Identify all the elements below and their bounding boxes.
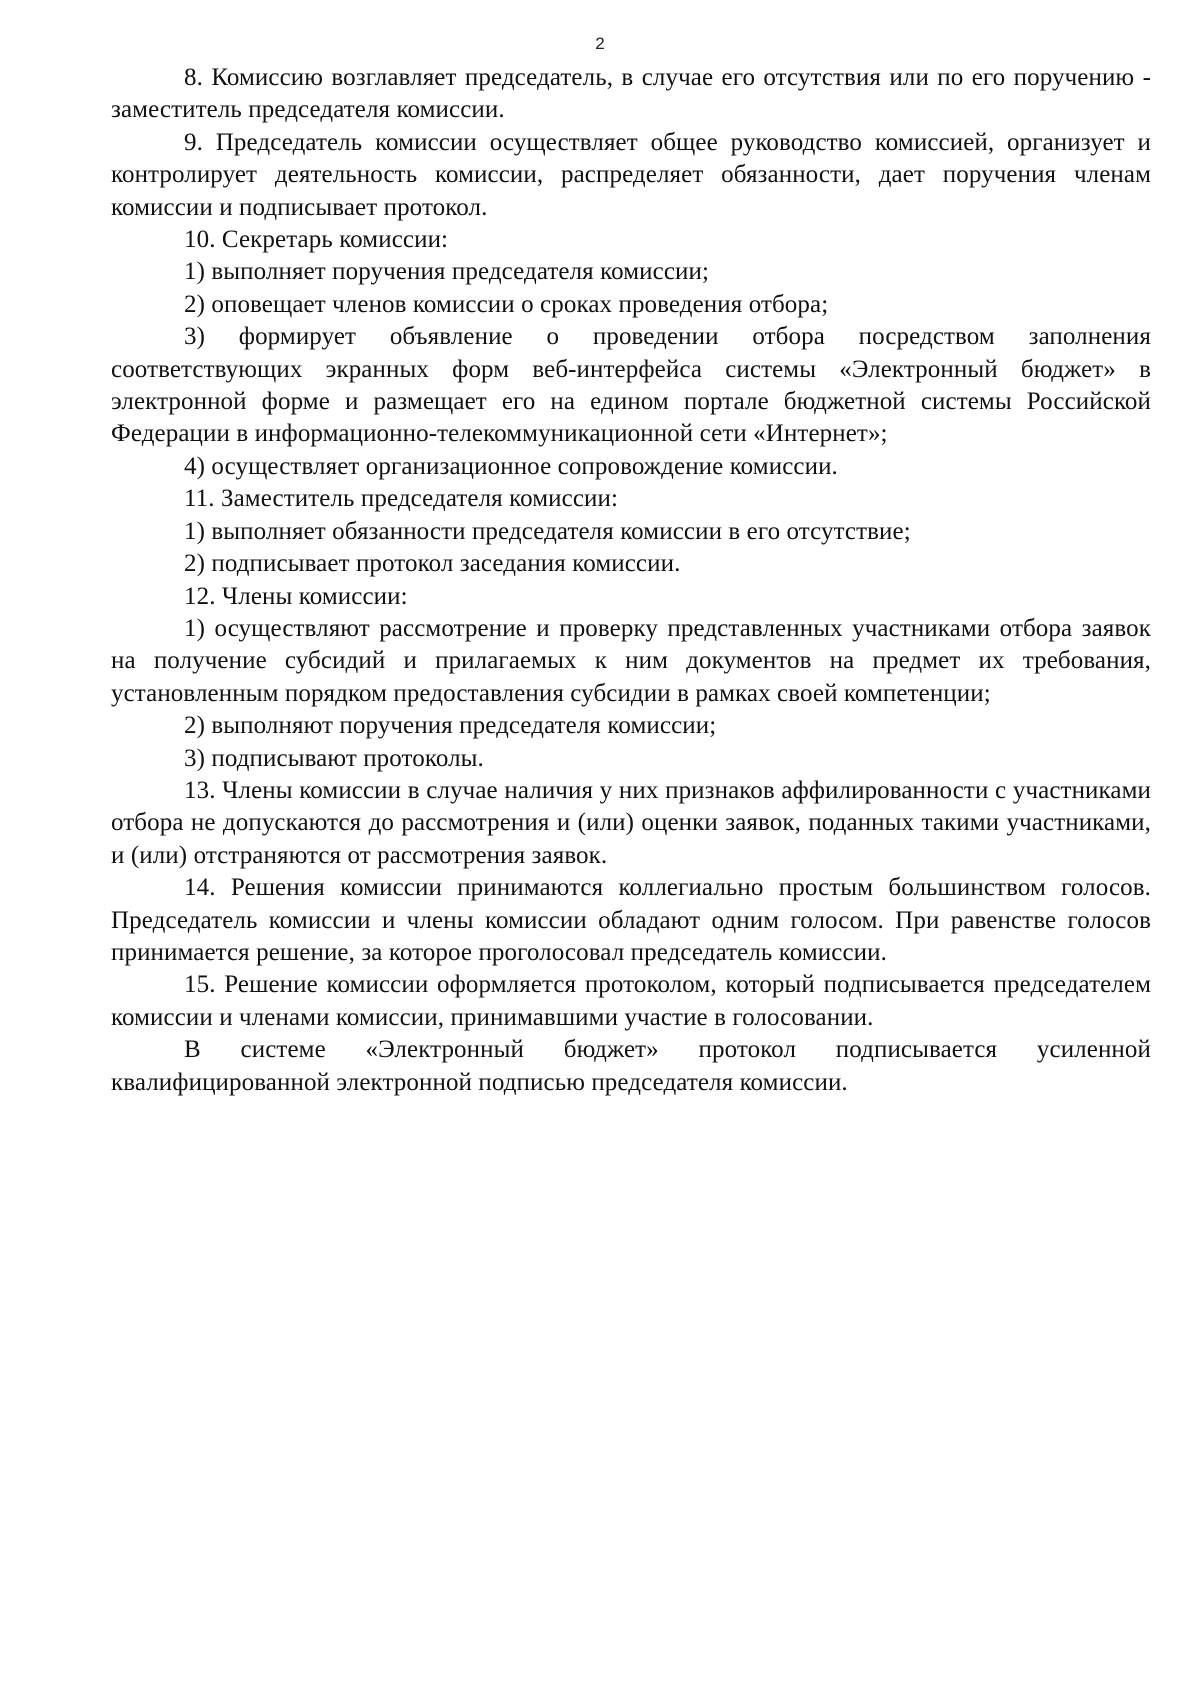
paragraph-11-item-2: 2) подписывает протокол заседания комиссии. [184, 550, 681, 578]
paragraph-10-item-3: 3) формирует объявление о проведении отбора посредством заполнения соответствующих экранных форм веб-интерфейса системы «Электронный бюджет» в электронной форме и размещает его на едином портале бюджетной системы Российской Федерации в информационно-телекоммуникационной сети «Интернет»; [111, 323, 1151, 448]
paragraph-12: 12. Члены комиссии: [184, 582, 408, 610]
paragraph-14: 14. Решения комиссии принимаются коллегиально простым большинством голосов. Председатель комиссии и члены комиссии обладают одним голосом. При равенстве голосов принимается решение, за которое проголосовал председатель комиссии. [111, 874, 1151, 966]
paragraph-10: 10. Секретарь комиссии: [184, 226, 449, 254]
page-number: 2 [595, 34, 605, 53]
document-body [111, 62, 1151, 1099]
paragraph-12-item-3: 3) подписывают протоколы. [184, 744, 484, 772]
paragraph-11: 11. Заместитель председателя комиссии: [184, 485, 619, 513]
paragraph-10-item-4: 4) осуществляет организационное сопровождение комиссии. [184, 452, 838, 480]
paragraph-13: 13. Члены комиссии в случае наличия у них признаков аффилированности с участниками отбора не допускаются до рассмотрения и (или) оценки заявок, поданных такими участниками, и (или) отстраняются от рассмотрения заявок. [111, 776, 1151, 869]
paragraph-15: 15. Решение комиссии оформляется протоколом, который подписывается председателем комиссии и членами комиссии, принимавшими участие в голосовании. [111, 971, 1151, 1031]
paragraph-10-item-2: 2) оповещает членов комиссии о сроках проведения отбора; [184, 290, 829, 318]
paragraph-9: 9. Председатель комиссии осуществляет общее руководство комиссией, организует и контролирует деятельность комиссии, распределяет обязанности, дает поручения членам комиссии и подписывает протокол. [111, 128, 1151, 221]
paragraph-12-item-1: 1) осуществляют рассмотрение и проверку представленных участниками отбора заявок на получение субсидий и прилагаемых к ним документов на предмет их требования, установленным порядком предоставления субсидии в рамках своей компетенции; [111, 614, 1151, 707]
paragraph-11-item-1: 1) выполняет обязанности председателя комиссии в его отсутствие; [184, 517, 911, 545]
paragraph-15-continuation: В системе «Электронный бюджет» протокол подписывается усиленной квалифицированной электронной подписью председателя комиссии. [111, 1036, 1151, 1096]
paragraph-10-item-1: 1) выполняет поручения председателя комиссии; [184, 258, 710, 286]
paragraph-12-item-2: 2) выполняют поручения председателя комиссии; [184, 712, 717, 740]
paragraph-8: 8. Комиссию возглавляет председатель, в случае его отсутствия или по его поручению - заместитель председателя комиссии. [111, 64, 1151, 124]
